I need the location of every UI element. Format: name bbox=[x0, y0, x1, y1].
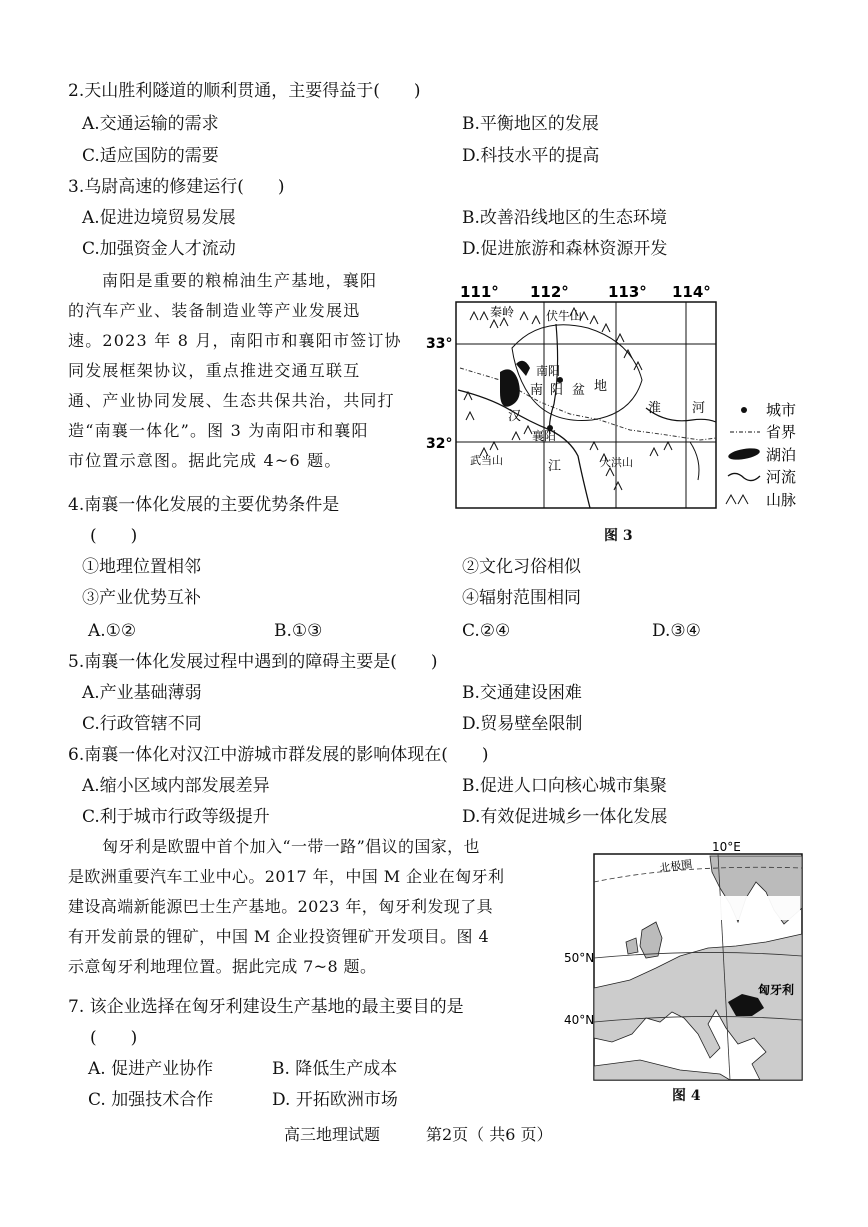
lon-label: 10°E bbox=[712, 840, 741, 854]
label-funiu: 伏牛山 bbox=[546, 309, 583, 323]
label-basin-2: 阳 bbox=[550, 383, 564, 398]
label-han: 汉 bbox=[508, 409, 522, 424]
q3-option-b: B.改善沿线地区的生态环境 bbox=[462, 208, 667, 228]
q4-option-c: C.②④ bbox=[462, 621, 511, 641]
figure3-caption: 图 3 bbox=[604, 528, 633, 544]
passage-line: 造“南襄一体化”。图 3 为南阳市和襄阳 bbox=[68, 421, 369, 440]
label-dahong: 大洪山 bbox=[600, 456, 633, 469]
passage-line: 匈牙利是欧盟中首个加入“一带一路”倡议的国家，也 bbox=[102, 837, 480, 856]
passage-line: 是欧洲重要汽车工业中心。2017 年，中国 M 企业在匈牙利 bbox=[68, 867, 505, 886]
q7-option-b: B. 降低生产成本 bbox=[272, 1059, 398, 1079]
q6-option-d: D.有效促进城乡一体化发展 bbox=[462, 807, 668, 827]
label-basin-3: 盆 bbox=[572, 383, 586, 398]
passage-line: 建设高端新能源巴士生产基地。2023 年，匈牙利发现了具 bbox=[68, 897, 494, 916]
q6-option-b: B.促进人口向核心城市集聚 bbox=[462, 776, 667, 796]
lon-label: 111° bbox=[460, 283, 499, 301]
figure4-map bbox=[560, 838, 810, 1083]
q5-option-d: D.贸易壁垒限制 bbox=[462, 714, 583, 734]
label-basin-4: 地 bbox=[594, 379, 608, 394]
legend-lake: 湖泊 bbox=[766, 446, 797, 464]
label-basin-1: 南 bbox=[530, 383, 544, 398]
passage-line: 的汽车产业、装备制造业等产业发展迅 bbox=[68, 301, 361, 320]
q7-option-c: C. 加强技术合作 bbox=[88, 1090, 214, 1110]
q7-option-a: A. 促进产业协作 bbox=[88, 1059, 214, 1079]
q2-option-a: A.交通运输的需求 bbox=[82, 114, 219, 134]
q6-option-c: C.利于城市行政等级提升 bbox=[82, 807, 270, 827]
q3-option-d: D.促进旅游和森林资源开发 bbox=[462, 239, 668, 259]
q2-stem: 2.天山胜利隧道的顺利贯通，主要得益于( ) bbox=[68, 81, 421, 101]
lat-label: 50°N bbox=[564, 951, 595, 965]
river bbox=[690, 442, 699, 480]
passage-nanxiang bbox=[68, 266, 418, 476]
q5-option-c: C.行政管辖不同 bbox=[82, 714, 202, 734]
q4-item-2: ②文化习俗相似 bbox=[462, 557, 581, 577]
lat-label: 33° bbox=[426, 336, 453, 352]
legend-lake-symbol bbox=[727, 446, 760, 461]
q2-option-c: C.适应国防的需要 bbox=[82, 146, 219, 166]
q7-option-d: D. 开拓欧洲市场 bbox=[272, 1090, 398, 1110]
q4-stem: 4.南襄一体化发展的主要优势条件是 bbox=[68, 495, 340, 515]
arctic-circle-label: 北极圈 bbox=[658, 857, 694, 875]
q4-option-d: D.③④ bbox=[652, 621, 701, 641]
lon-label: 113° bbox=[608, 283, 647, 301]
passage-line: 市位置示意图。据此完成 4~6 题。 bbox=[68, 451, 342, 470]
label-xiangyang: 襄阳 bbox=[532, 429, 557, 443]
danjiangkou-reservoir bbox=[500, 361, 530, 407]
q5-option-b: B.交通建设困难 bbox=[462, 683, 582, 703]
label-jiang: 江 bbox=[548, 459, 562, 474]
han-river bbox=[458, 390, 590, 508]
legend-city-symbol bbox=[741, 407, 747, 413]
q3-option-a: A.促进边境贸易发展 bbox=[82, 208, 236, 228]
passage-line: 通、产业协同发展、生态共保共治，共同打 bbox=[68, 391, 395, 410]
q4-option-b: B.①③ bbox=[274, 621, 323, 641]
lon-label: 112° bbox=[530, 283, 569, 301]
label-wudang: 武当山 bbox=[470, 454, 503, 467]
lat-label: 32° bbox=[426, 436, 453, 452]
q4-answer-blank: ( ) bbox=[90, 526, 138, 546]
map-frame bbox=[456, 302, 716, 508]
passage-line: 同发展框架协议，重点推进交通互联互 bbox=[68, 361, 361, 380]
q4-option-a: A.①② bbox=[88, 621, 137, 641]
legend-mountain: 山脉 bbox=[766, 491, 797, 509]
legend-city: 城市 bbox=[766, 401, 797, 419]
lat-label: 40°N bbox=[564, 1013, 595, 1027]
legend-border: 省界 bbox=[766, 423, 797, 441]
q3-option-c: C.加强资金人才流动 bbox=[82, 239, 236, 259]
figure3-map bbox=[420, 280, 820, 512]
label-huai-2: 河 bbox=[692, 401, 706, 416]
label-huai-1: 淮 bbox=[648, 401, 662, 416]
label-hungary: 匈牙利 bbox=[758, 983, 795, 997]
q4-item-1: ①地理位置相邻 bbox=[82, 557, 201, 577]
q4-item-3: ③产业优势互补 bbox=[82, 588, 201, 608]
label-qinling: 秦岭 bbox=[490, 305, 515, 319]
lon-label: 114° bbox=[672, 283, 711, 301]
q6-stem: 6.南襄一体化对汉江中游城市群发展的影响体现在( ) bbox=[68, 745, 489, 765]
q7-stem: 7. 该企业选择在匈牙利建设生产基地的最主要目的是 bbox=[68, 997, 464, 1017]
q7-answer-blank: ( ) bbox=[90, 1028, 138, 1048]
q5-stem: 5.南襄一体化发展过程中遇到的障碍主要是( ) bbox=[68, 652, 438, 672]
passage-line: 南阳是重要的粮棉油生产基地，襄阳 bbox=[102, 271, 378, 290]
q6-option-a: A.缩小区域内部发展差异 bbox=[82, 776, 270, 796]
figure4-caption: 图 4 bbox=[672, 1088, 701, 1104]
legend-river: 河流 bbox=[766, 468, 797, 486]
tangbai-river bbox=[550, 324, 558, 434]
q2-option-b: B.平衡地区的发展 bbox=[462, 114, 599, 134]
scan-band bbox=[596, 896, 800, 920]
legend-mountain-symbol bbox=[726, 495, 748, 504]
footer-title: 高三地理试题 bbox=[284, 1125, 381, 1144]
label-nanyang: 南阳 bbox=[536, 364, 561, 378]
q5-option-a: A.产业基础薄弱 bbox=[82, 683, 202, 703]
figure3-legend bbox=[726, 401, 796, 509]
q4-item-4: ④辐射范围相同 bbox=[462, 588, 581, 608]
q2-option-d: D.科技水平的提高 bbox=[462, 146, 600, 166]
legend-river-symbol bbox=[728, 473, 760, 480]
footer-page-number: 第2页（ 共6 页） bbox=[426, 1125, 553, 1144]
passage-line: 有开发前景的锂矿，中国 M 企业投资锂矿开发项目。图 4 bbox=[68, 927, 490, 946]
passage-line: 示意匈牙利地理位置。据此完成 7~8 题。 bbox=[68, 957, 377, 976]
passage-hungary bbox=[68, 832, 558, 982]
q3-stem: 3.乌尉高速的修建运行( ) bbox=[68, 177, 285, 197]
passage-line: 速。2023 年 8 月，南阳市和襄阳市签订协 bbox=[68, 331, 402, 350]
